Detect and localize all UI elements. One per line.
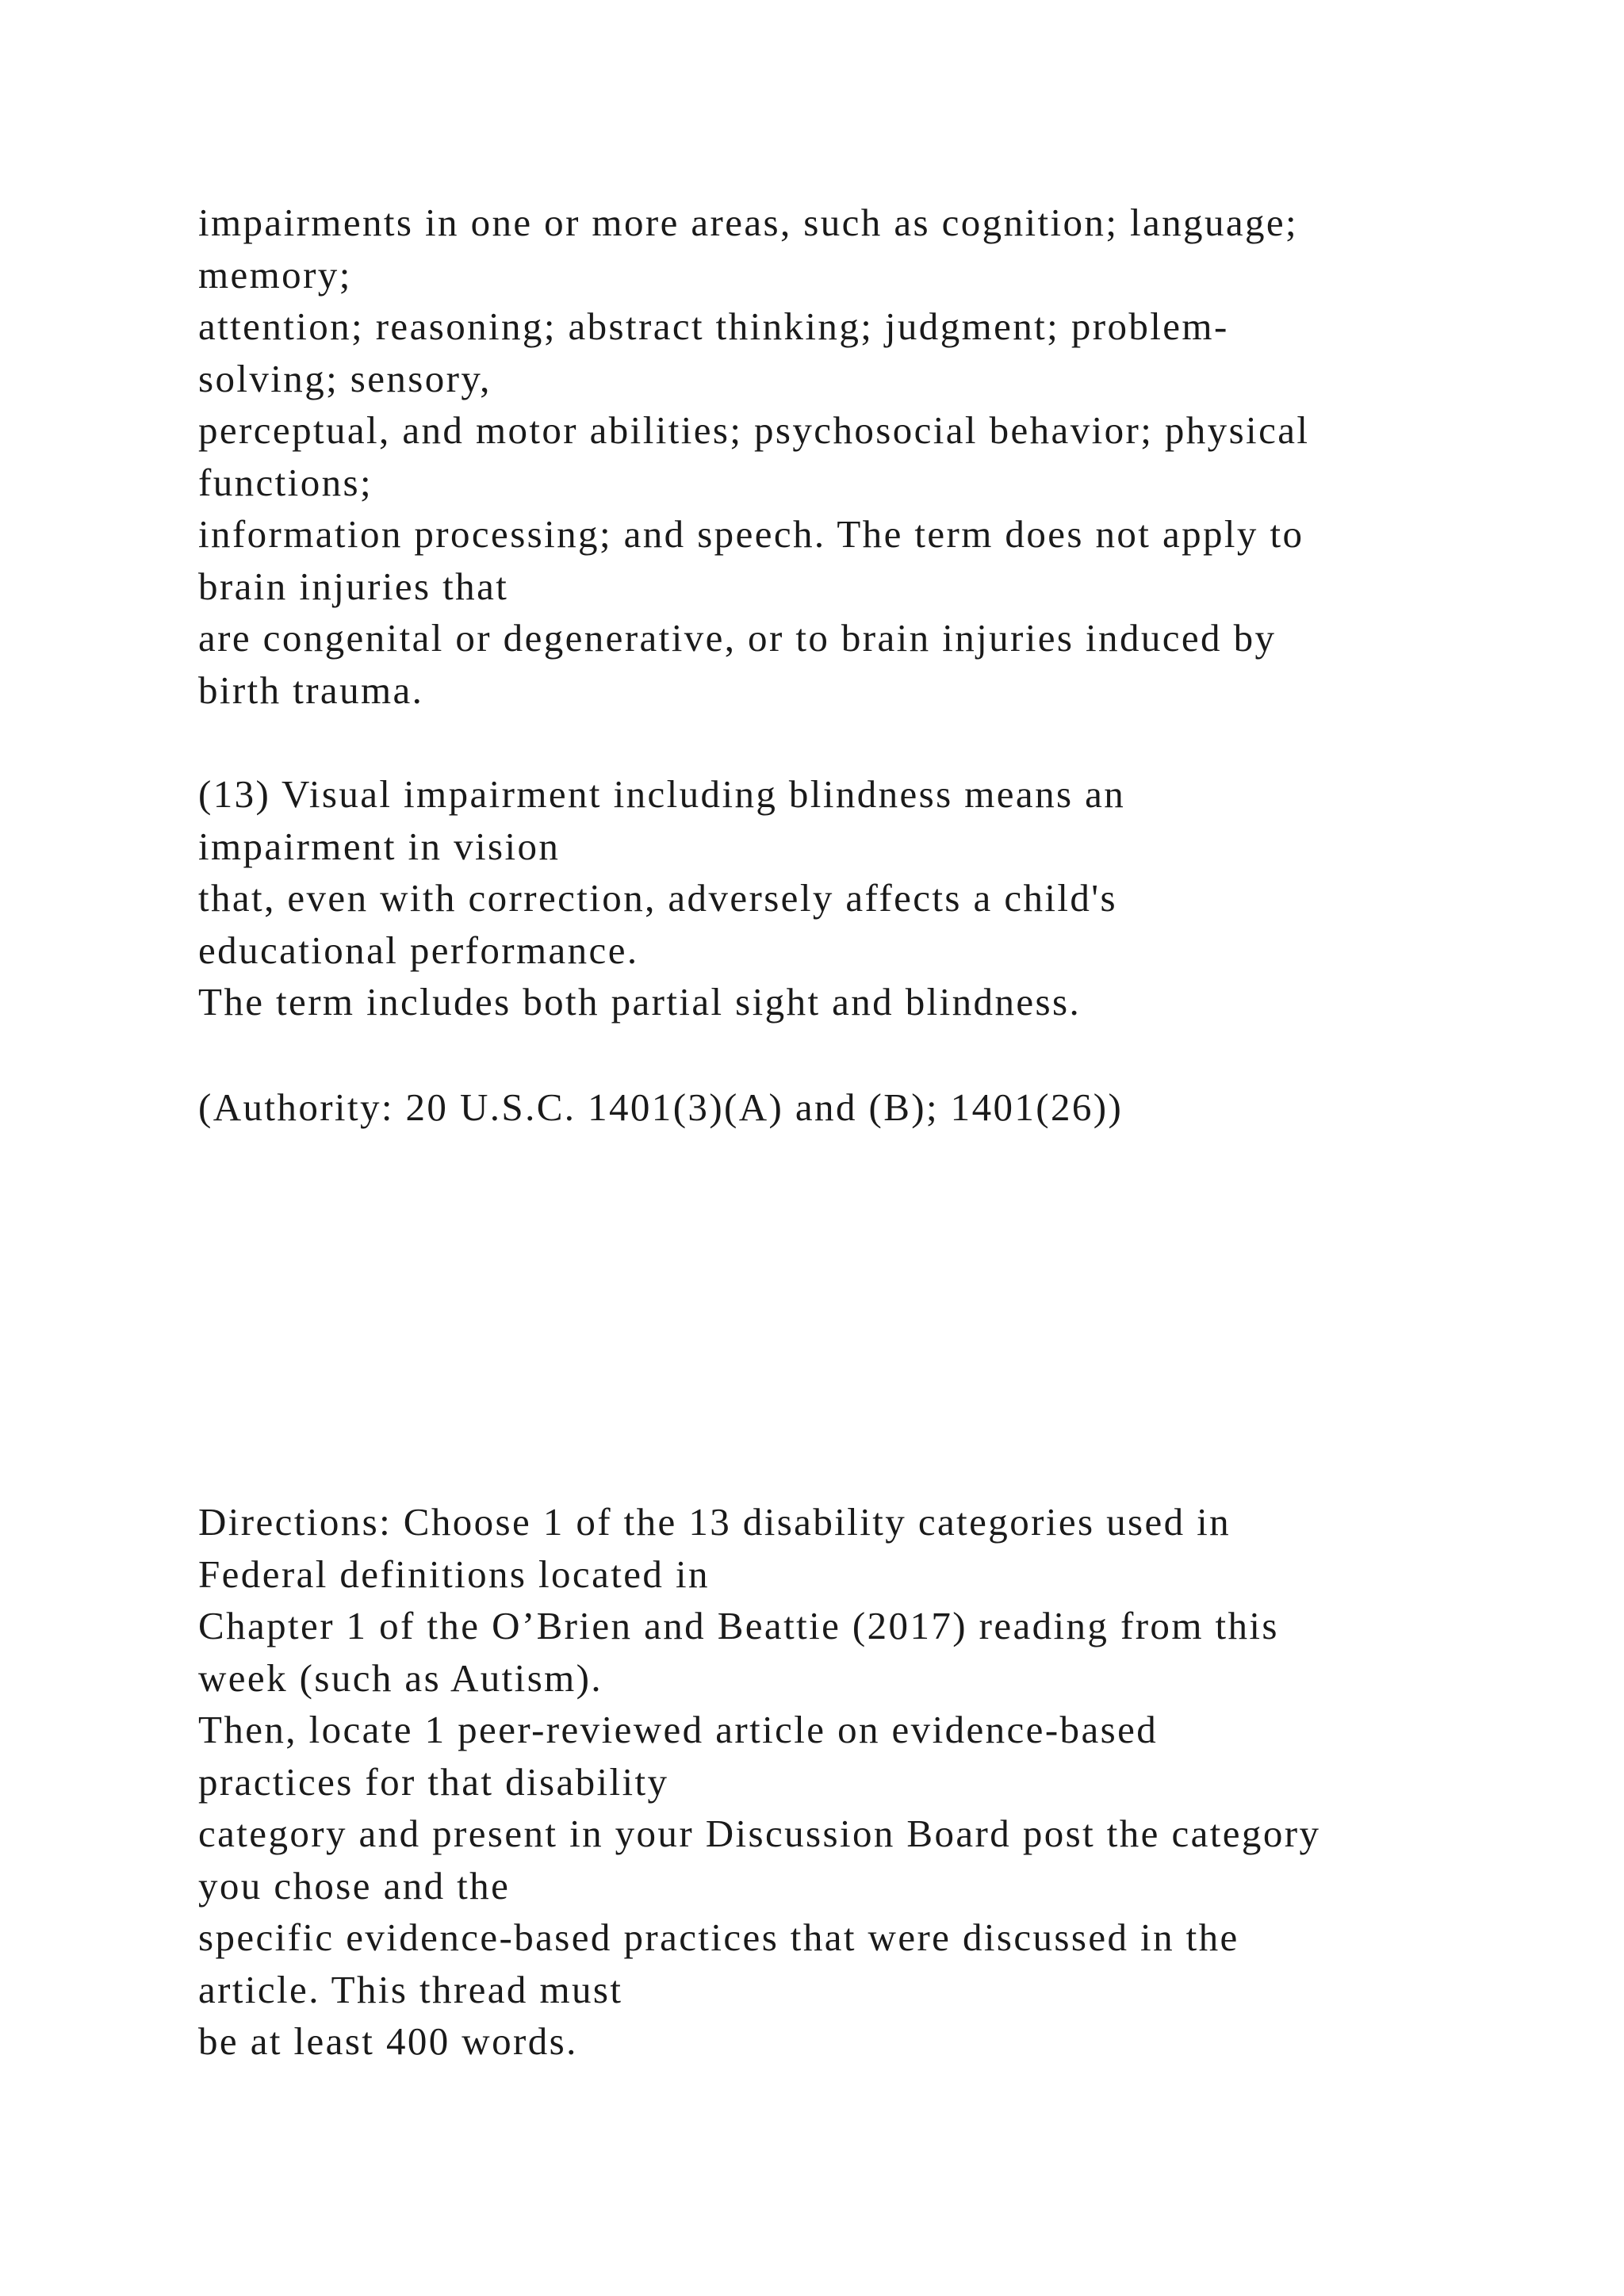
text-line: impairments in one or more areas, such as cognition; language;	[198, 201, 1299, 244]
text-line: educational performance.	[198, 928, 639, 972]
text-line: Chapter 1 of the O’Brien and Beattie (2017) reading from this	[198, 1604, 1279, 1647]
text-line: information processing; and speech. The term does not apply to	[198, 512, 1304, 556]
text-line: functions;	[198, 460, 373, 504]
text-line: impairment in vision	[198, 824, 561, 868]
text-line: Then, locate 1 peer-reviewed article on evidence-based	[198, 1708, 1159, 1751]
text-line: The term includes both partial sight and blindness.	[198, 980, 1082, 1024]
text-line: are congenital or degenerative, or to brain injuries induced by	[198, 616, 1277, 660]
text-line: (13) Visual impairment including blindness means an	[198, 772, 1126, 816]
text-line: attention; reasoning; abstract thinking; judgment; problem-	[198, 304, 1229, 348]
paragraph-brain-injury-definition	[198, 197, 1546, 716]
text-line: solving; sensory,	[198, 356, 492, 400]
text-line: practices for that disability	[198, 1759, 669, 1804]
text-line: specific evidence-based practices that were discussed in the	[198, 1915, 1239, 1959]
text-line: Federal definitions located in	[198, 1552, 710, 1596]
text-line: Directions: Choose 1 of the 13 disability categories used in	[198, 1500, 1231, 1544]
text-line: category and present in your Discussion Board post the category	[198, 1812, 1321, 1855]
text-line: birth trauma.	[198, 668, 424, 712]
text-line: be at least 400 words.	[198, 2019, 578, 2063]
text-line: (Authority: 20 U.S.C. 1401(3)(A) and (B); 1401(26))	[198, 1085, 1124, 1129]
text-line: perceptual, and motor abilities; psychosocial behavior; physical	[198, 408, 1310, 452]
assignment-directions	[198, 1496, 1546, 2068]
text-line: article. This thread must	[198, 1967, 623, 2011]
text-line: memory;	[198, 252, 352, 297]
text-line: brain injuries that	[198, 564, 509, 608]
authority-citation	[198, 1081, 1546, 1134]
text-line: week (such as Autism).	[198, 1655, 603, 1700]
text-line: that, even with correction, adversely affects a child's	[198, 876, 1117, 920]
paragraph-visual-impairment-definition	[198, 768, 1546, 1028]
text-line: you chose and the	[198, 1863, 511, 1908]
